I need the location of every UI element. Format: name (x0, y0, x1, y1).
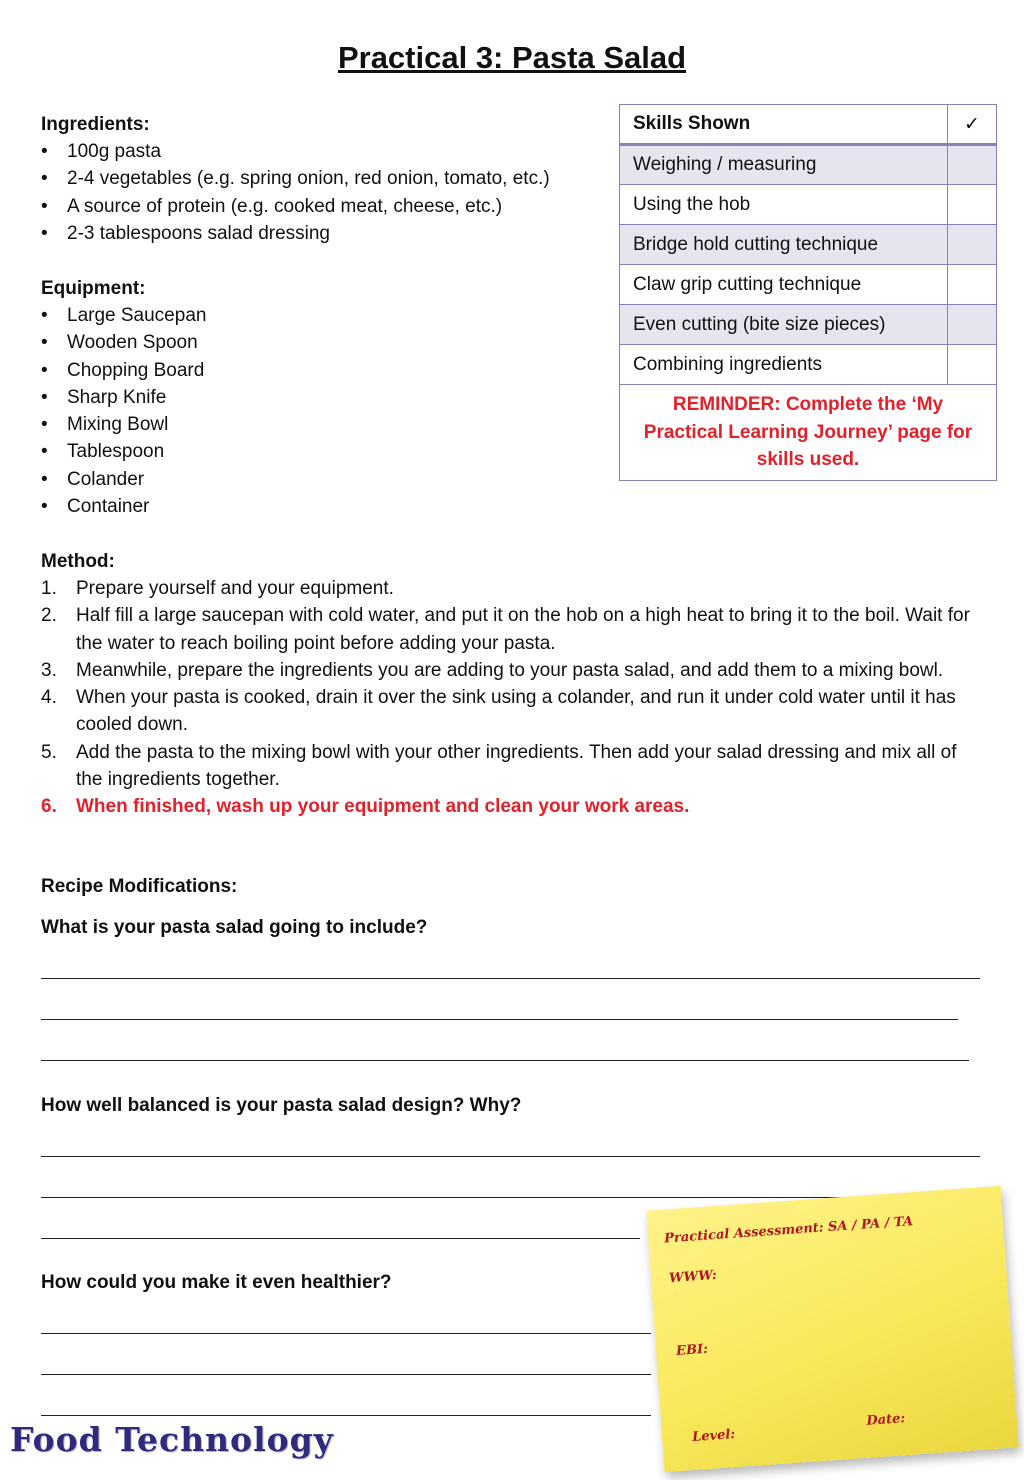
list-item: • Tablespoon (41, 438, 206, 465)
method-step (41, 739, 986, 794)
skills-table (619, 104, 997, 481)
question-healthier: How could you make it even healthier? (41, 1272, 392, 1293)
ebi-label: EBI: (675, 1341, 709, 1359)
method-step-highlight (41, 793, 986, 820)
method-section (41, 548, 986, 821)
answer-line[interactable] (41, 1019, 958, 1020)
page-title: Practical 3: Pasta Salad (337, 40, 687, 75)
skill-checkbox[interactable] (948, 145, 997, 185)
food-technology-logo: Food Technology (10, 1420, 334, 1459)
skill-label: Even cutting (bite size pieces) (620, 305, 948, 345)
skill-row (620, 185, 997, 225)
answer-line[interactable] (41, 1374, 651, 1375)
reminder-row (620, 385, 997, 481)
skill-label: Combining ingredients (620, 345, 948, 385)
reminder-text: REMINDER: Complete the ‘My Practical Learning Journey’ page for skills used. (620, 385, 997, 481)
list-item: • Colander (41, 466, 206, 493)
skill-label: Using the hob (620, 185, 948, 225)
assessment-type: Practical Assessment: SA / PA / TA (663, 1214, 914, 1247)
list-item: • 100g pasta (41, 138, 550, 165)
skill-checkbox[interactable] (948, 345, 997, 385)
ingredients-section (41, 111, 550, 247)
www-label: WWW: (668, 1267, 718, 1287)
equipment-heading: Equipment: (41, 278, 146, 299)
step-number: 1. (41, 578, 57, 599)
skill-row (620, 305, 997, 345)
answer-line[interactable] (41, 1238, 640, 1239)
list-item: • 2-4 vegetables (e.g. spring onion, red onion, tomato, etc.) (41, 165, 550, 192)
step-text: Half fill a large saucepan with cold water, and put it on the hob on a high heat to bring it to the boil. Wait for the water to reach boiling point before adding your pasta. (76, 605, 970, 654)
list-item: • 2-3 tablespoons salad dressing (41, 220, 550, 247)
assessment-sticky-note (646, 1186, 1018, 1472)
method-step (41, 575, 986, 602)
step-number: 4. (41, 687, 57, 709)
list-item: • Mixing Bowl (41, 411, 206, 438)
equipment-section (41, 275, 206, 520)
method-step (41, 684, 986, 739)
answer-line[interactable] (41, 1156, 980, 1157)
list-item: • Chopping Board (41, 357, 206, 384)
skill-checkbox[interactable] (948, 305, 997, 345)
step-number: 6. (41, 796, 57, 818)
list-item: • Wooden Spoon (41, 329, 206, 356)
skill-row (620, 265, 997, 305)
list-item: • Container (41, 493, 206, 520)
step-text: When your pasta is cooked, drain it over the sink using a colander, and run it under cold water until it has cooled down. (76, 687, 956, 736)
equipment-list (41, 302, 206, 520)
skill-row (620, 145, 997, 185)
skill-row (620, 345, 997, 385)
answer-line[interactable] (41, 978, 980, 979)
answer-line[interactable] (41, 1333, 651, 1334)
skill-label: Weighing / measuring (620, 145, 948, 185)
list-item: • Sharp Knife (41, 384, 206, 411)
skill-label: Claw grip cutting technique (620, 265, 948, 305)
skill-label: Bridge hold cutting technique (620, 225, 948, 265)
method-step (41, 657, 986, 684)
skill-checkbox[interactable] (948, 185, 997, 225)
modifications-heading: Recipe Modifications: (41, 876, 238, 897)
method-step (41, 602, 986, 657)
list-item: • Large Saucepan (41, 302, 206, 329)
step-text: Meanwhile, prepare the ingredients you are adding to your pasta salad, and add them to a mixing bowl. (76, 659, 944, 681)
check-icon: ✓ (948, 105, 997, 145)
skill-row (620, 225, 997, 265)
question-include: What is your pasta salad going to include? (41, 917, 428, 938)
step-number: 2. (41, 605, 57, 627)
step-text: Add the pasta to the mixing bowl with your other ingredients. Then add your salad dressing and mix all of the ingredients together. (76, 741, 957, 791)
list-item: • A source of protein (e.g. cooked meat, cheese, etc.) (41, 193, 550, 220)
question-balanced: How well balanced is your pasta salad design? Why? (41, 1095, 522, 1116)
answer-line[interactable] (41, 1415, 651, 1416)
skills-header-row (620, 105, 997, 145)
level-label: Level: (691, 1427, 736, 1446)
skills-header: Skills Shown (620, 105, 948, 145)
step-text: When finished, wash up your equipment and clean your work areas. (76, 796, 690, 818)
answer-line[interactable] (41, 1060, 969, 1061)
date-label: Date: (866, 1411, 906, 1429)
ingredients-list (41, 138, 550, 247)
skill-checkbox[interactable] (948, 265, 997, 305)
step-text: Prepare yourself and your equipment. (76, 578, 394, 599)
step-number: 5. (41, 741, 57, 763)
step-number: 3. (41, 659, 57, 681)
skill-checkbox[interactable] (948, 225, 997, 265)
method-list (41, 575, 986, 821)
ingredients-heading: Ingredients: (41, 114, 150, 135)
method-heading: Method: (41, 551, 115, 572)
